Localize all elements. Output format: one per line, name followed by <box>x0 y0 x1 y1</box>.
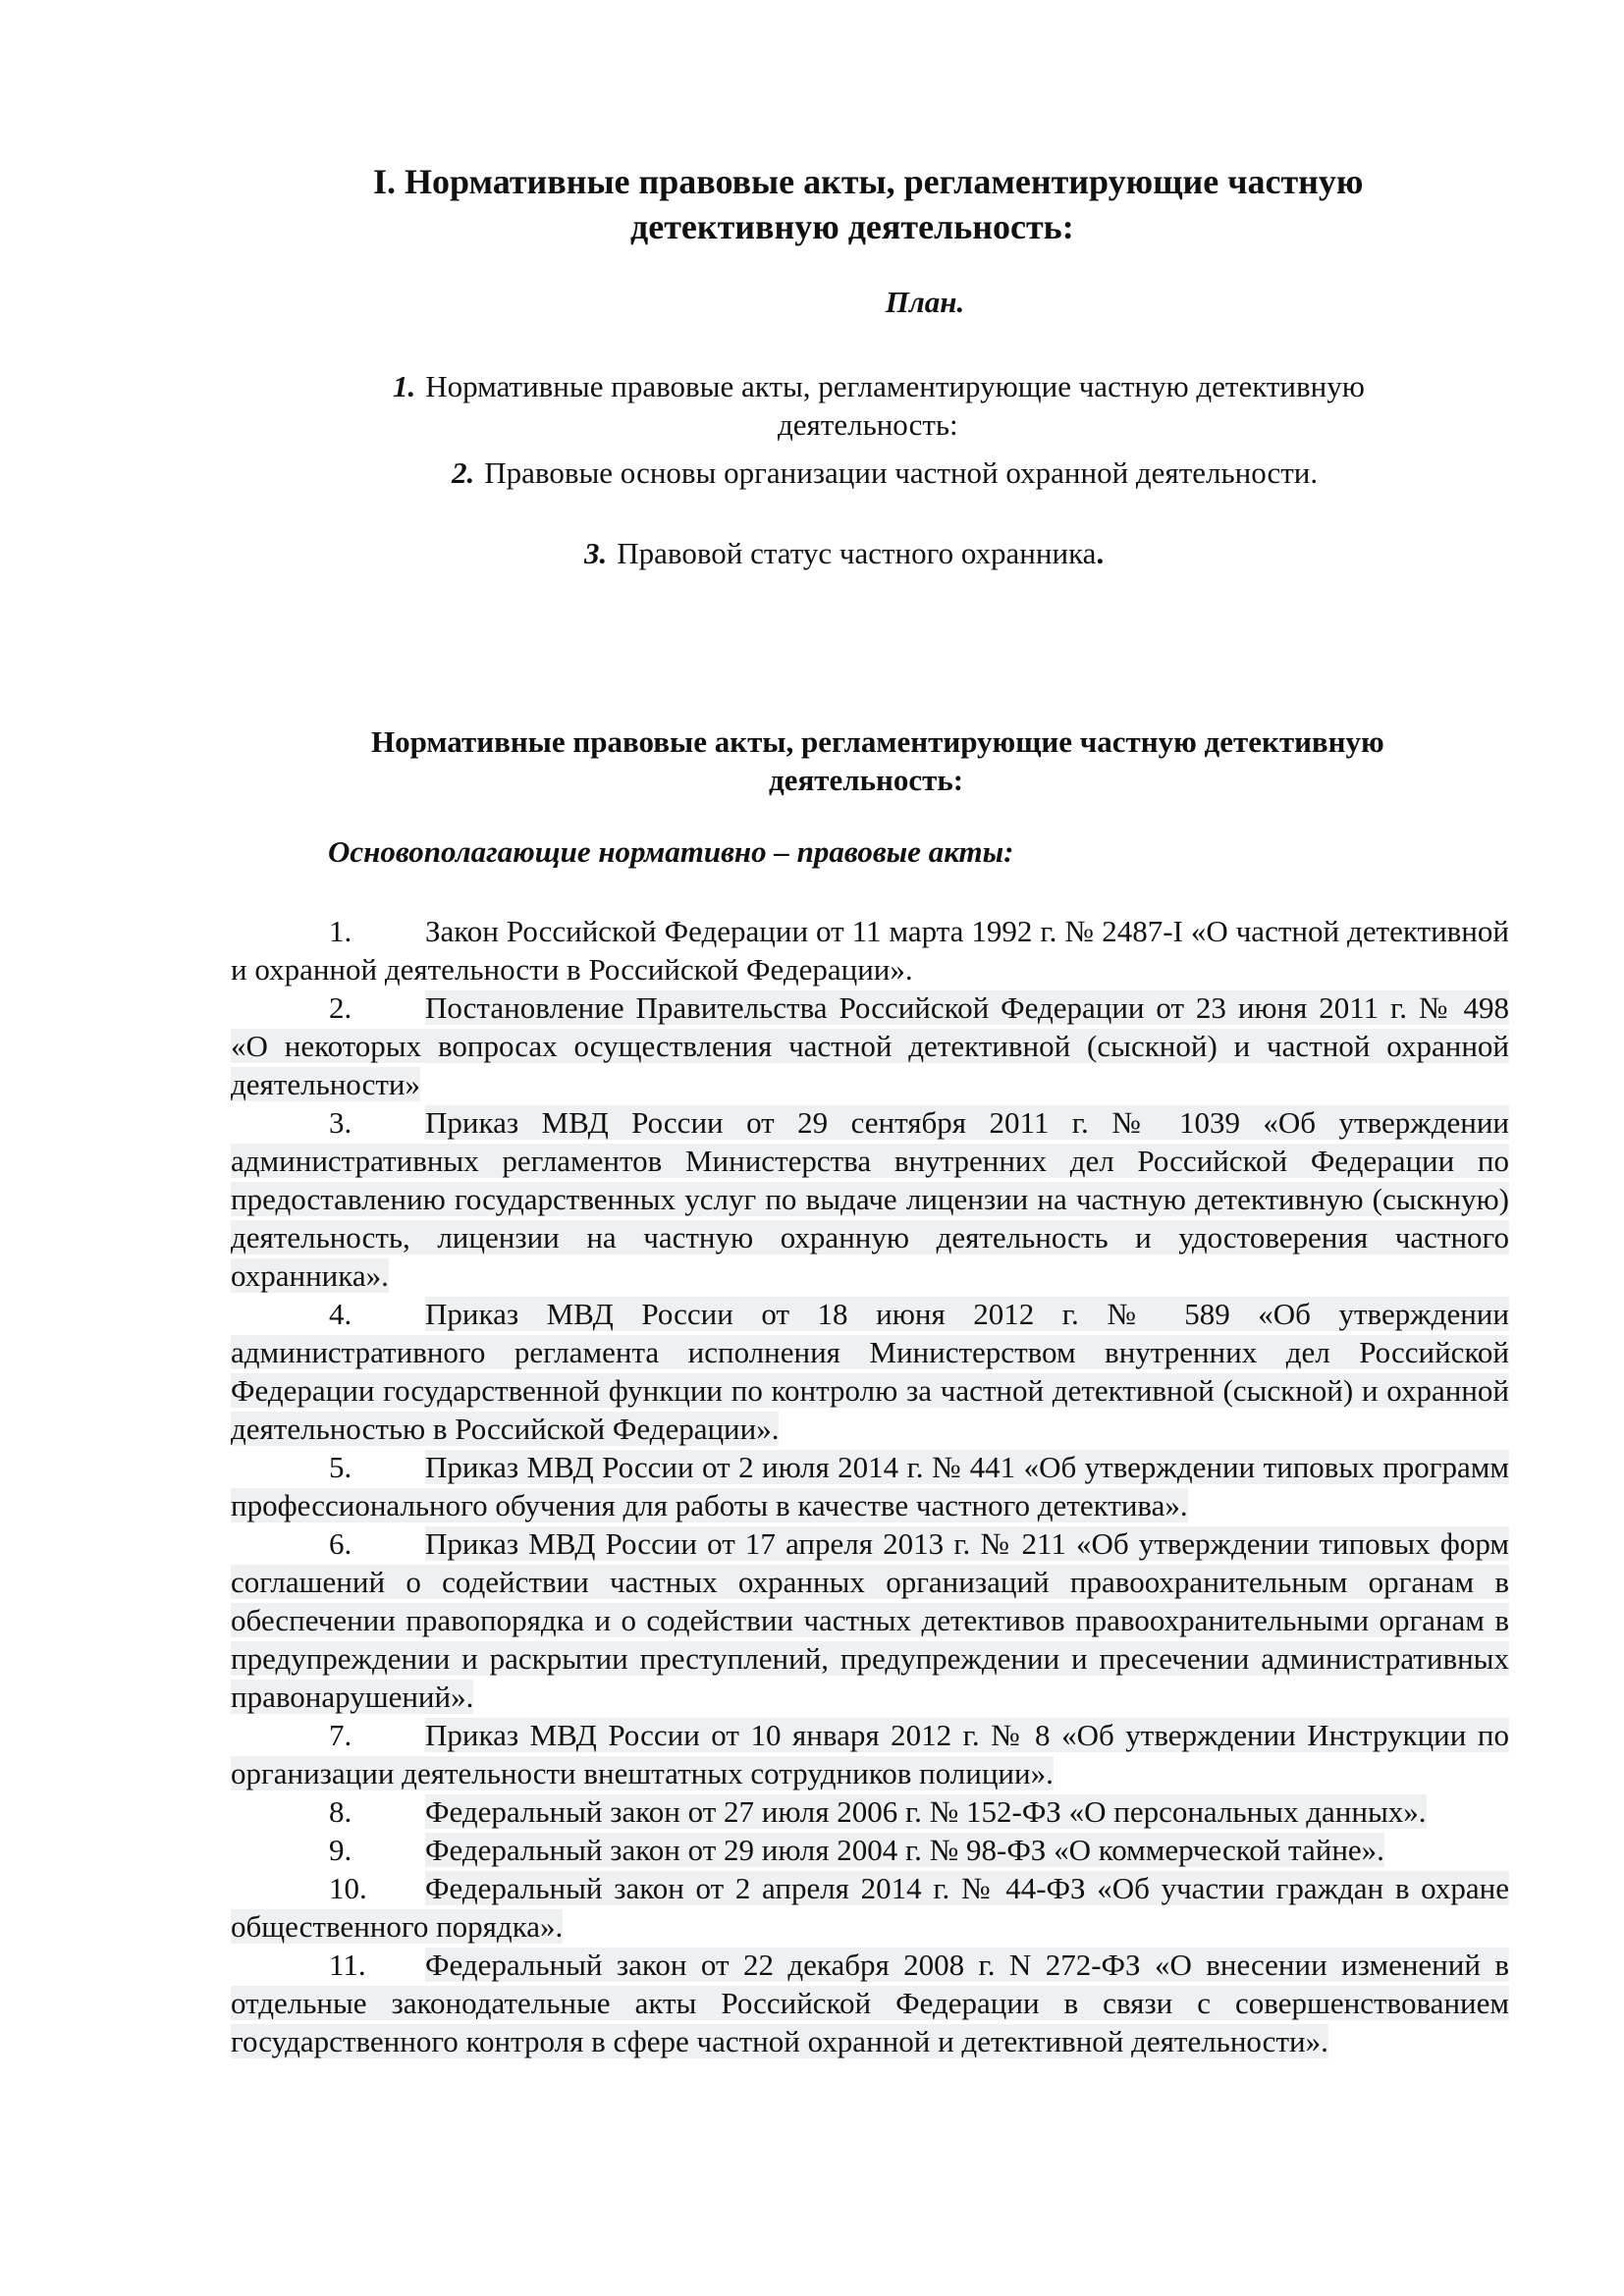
page-title <box>373 159 1492 249</box>
list-item-text: Приказ МВД России от 10 января 2012 г. № 8 «Об утверждении Инструкции по организации деятельности внештатных сотрудников полиции». <box>231 1718 1509 1790</box>
list-item-text: Закон Российской Федерации от 11 марта 1992 г. № 2487-I «О частной детективной и охранной деятельности в Российской Федерации». <box>231 914 1509 987</box>
title-roman-numeral: I. <box>373 162 397 201</box>
section-title <box>371 722 1481 799</box>
list-item-text: Федеральный закон от 2 апреля 2014 г. № 44-ФЗ «Об участии граждан в охране общественного порядка». <box>231 1871 1509 1944</box>
plan-item-text: Нормативные правовые акты, регламентирующие частную детективную <box>425 369 1365 403</box>
list-item-number: 9. <box>329 1833 352 1867</box>
list-item-number: 5. <box>329 1450 352 1484</box>
list-item-text: Приказ МВД России от 18 июня 2012 г. № 589 «Об утверждении административного регламента исполнения Министерством внутренних дел Российской Федерации государственной функции по контролю за частной детективной (сыскной) и охранной деятельностью в Российской Федерации». <box>231 1297 1509 1446</box>
plan-item-text-continuation: деятельность: <box>778 407 958 442</box>
list-item-text: Приказ МВД России от 29 сентября 2011 г. № 1039 «Об утверждении административных регламентов Министерства внутренних дел Российской Федерации по предоставлению государственных услуг по выдаче лицензии на частную детективную (сыскную) деятельность, лицензии на частную охранную деятельность и удостоверения частного охранника». <box>231 1105 1509 1293</box>
list-item <box>231 1716 1509 1792</box>
plan-item-number: 1. <box>393 369 416 403</box>
plan-item-number: 2. <box>452 455 475 490</box>
list-item-text: Федеральный закон от 29 июля 2004 г. № 98-ФЗ «О коммерческой тайне». <box>425 1833 1384 1867</box>
section-subtitle: Основополагающие нормативно – правовые акты: <box>328 834 1014 869</box>
plan-item-end-mark: . <box>1096 536 1105 570</box>
acts-list <box>231 912 1509 2060</box>
plan-item <box>393 367 1522 444</box>
list-item-text: Постановление Правительства Российской Федерации от 23 июня 2011 г. № 498 «О некоторых вопросах осуществления частной детективной (сыскной) и частной охранной деятельности» <box>231 990 1509 1101</box>
plan-item <box>584 534 1468 572</box>
list-item-text: Федеральный закон от 27 июля 2006 г. № 152-ФЗ «О персональных данных». <box>425 1794 1427 1829</box>
list-item <box>231 1792 1509 1831</box>
plan-item-text: Правовой статус частного охранника <box>617 536 1097 570</box>
page-title-line-1 <box>373 159 1492 204</box>
list-item-number: 3. <box>329 1105 352 1140</box>
list-item-number: 4. <box>329 1297 352 1331</box>
list-item <box>231 1946 1509 2060</box>
plan-item <box>452 454 1532 492</box>
list-item-number: 6. <box>329 1526 352 1561</box>
list-item <box>231 1524 1509 1716</box>
plan-item-text: Правовые основы организации частной охранной деятельности. <box>484 455 1319 490</box>
list-item-number: 1. <box>329 914 352 948</box>
plan-heading: План. <box>885 285 965 319</box>
list-item <box>231 988 1509 1103</box>
title-line-1-text: Нормативные правовые акты, регламентирующие частную <box>405 162 1364 201</box>
list-item <box>231 1869 1509 1946</box>
list-item-number: 7. <box>329 1718 352 1752</box>
plan-item-number: 3. <box>584 536 608 570</box>
list-item-number: 8. <box>329 1794 352 1829</box>
list-item <box>231 912 1509 988</box>
list-item-text: Федеральный закон от 22 декабря 2008 г. N 272-ФЗ «О внесении изменений в отдельные законодательные акты Российской Федерации в связи с совершенствованием государственного контроля в сфере частной охранной и детективной деятельности». <box>231 1948 1509 2058</box>
section-title-line-2: деятельность: <box>769 763 964 797</box>
section-title-line-1: Нормативные правовые акты, регламентирующие частную детективную <box>371 724 1384 759</box>
list-item <box>231 1831 1509 1869</box>
list-item-number: 10. <box>329 1871 367 1905</box>
list-item <box>231 1295 1509 1448</box>
list-item <box>231 1103 1509 1295</box>
list-item <box>231 1448 1509 1524</box>
list-item-text: Приказ МВД России от 17 апреля 2013 г. № 211 «Об утверждении типовых форм соглашений о содействии частных охранных организаций правоохранительным органам в обеспечении правопорядка и о содействии частных детективов правоохранительными органам в предупреждении и раскрытии преступлений, предупреждении и пресечении административных правонарушений». <box>231 1526 1509 1714</box>
list-item-number: 11. <box>329 1948 366 1982</box>
list-item-number: 2. <box>329 990 352 1025</box>
page-title-line-2: детективную деятельность: <box>630 207 1074 246</box>
list-item-text: Приказ МВД России от 2 июля 2014 г. № 441 «Об утверждении типовых программ профессионального обучения для работы в качестве частного детектива». <box>231 1450 1509 1522</box>
